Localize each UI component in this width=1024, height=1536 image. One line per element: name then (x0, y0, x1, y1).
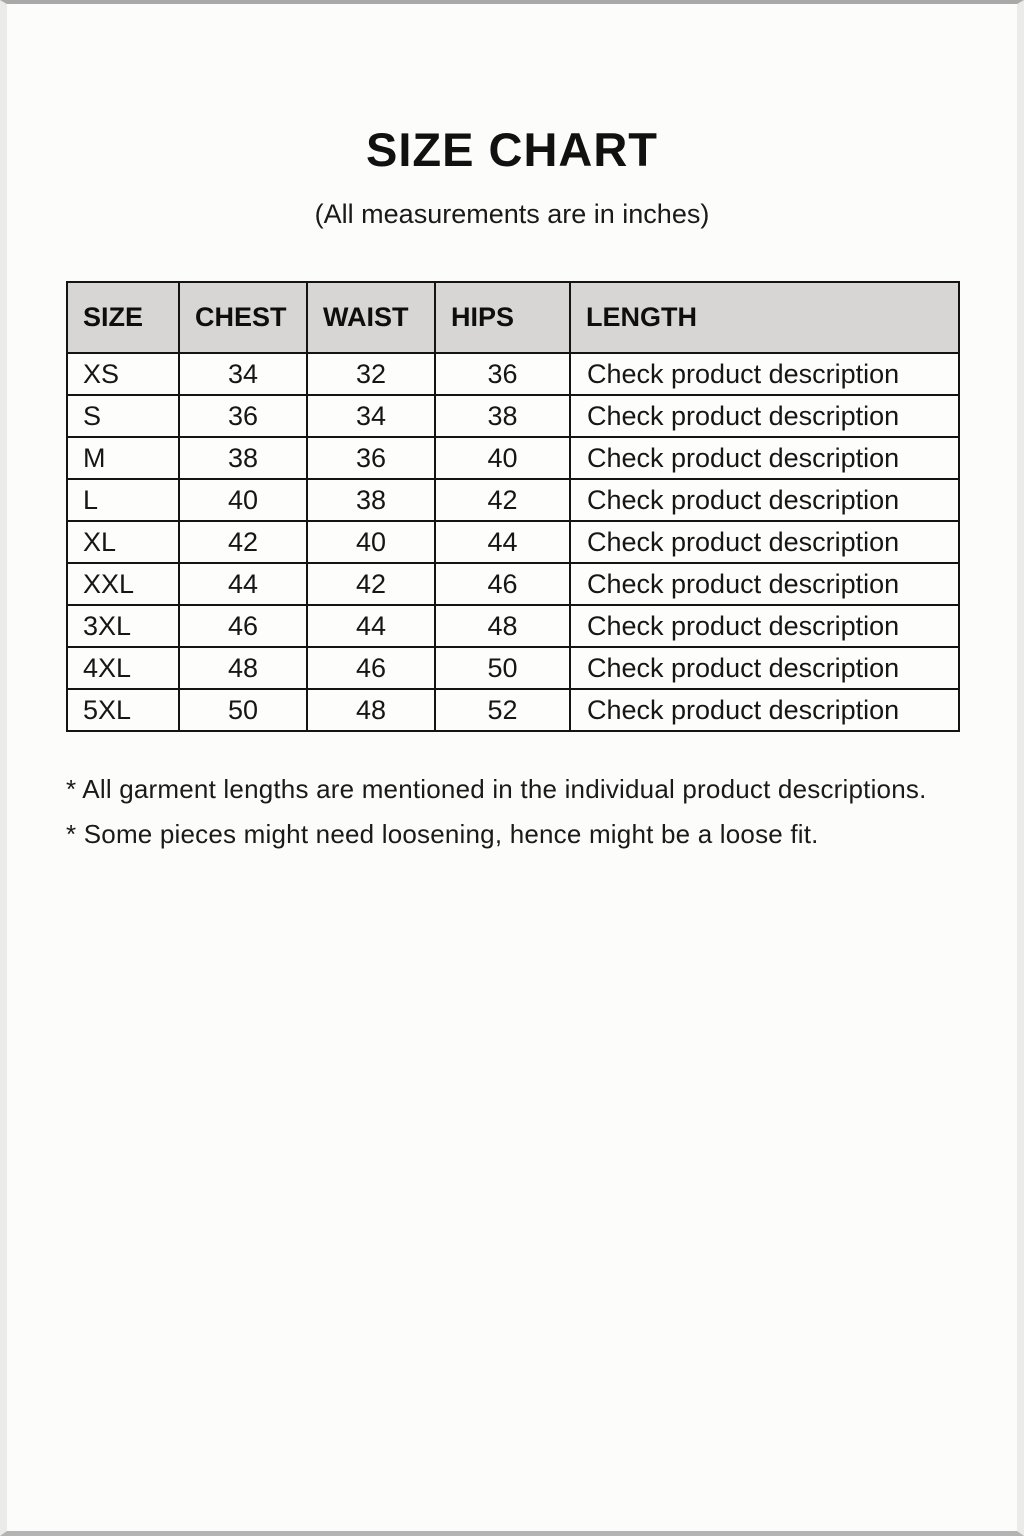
cell-chest: 50 (179, 689, 307, 731)
header-hips: HIPS (435, 282, 570, 353)
cell-waist: 46 (307, 647, 435, 689)
table-row (67, 563, 959, 605)
cell-length: Check product description (570, 437, 959, 479)
footnotes (66, 774, 1017, 850)
table-row (67, 521, 959, 563)
table-row (67, 605, 959, 647)
cell-length: Check product description (570, 563, 959, 605)
cell-size: L (67, 479, 179, 521)
table-row (67, 395, 959, 437)
cell-waist: 38 (307, 479, 435, 521)
cell-size: S (67, 395, 179, 437)
footnote-loose-fit: * Some pieces might need loosening, hence might be a loose fit. (66, 819, 819, 849)
table-row (67, 689, 959, 731)
cell-waist: 36 (307, 437, 435, 479)
cell-chest: 48 (179, 647, 307, 689)
cell-length: Check product description (570, 353, 959, 395)
table-row (67, 353, 959, 395)
footnote-garment-lengths: * All garment lengths are mentioned in the individual product descriptions. (66, 774, 927, 804)
table-row (67, 647, 959, 689)
cell-chest: 44 (179, 563, 307, 605)
cell-length: Check product description (570, 689, 959, 731)
cell-chest: 38 (179, 437, 307, 479)
cell-waist: 48 (307, 689, 435, 731)
cell-size: 5XL (67, 689, 179, 731)
cell-size: 4XL (67, 647, 179, 689)
cell-length: Check product description (570, 521, 959, 563)
table-row (67, 437, 959, 479)
cell-hips: 42 (435, 479, 570, 521)
page-subtitle: (All measurements are in inches) (314, 199, 710, 229)
cell-size: M (67, 437, 179, 479)
cell-size: XXL (67, 563, 179, 605)
cell-hips: 46 (435, 563, 570, 605)
header-waist: WAIST (307, 282, 435, 353)
cell-length: Check product description (570, 647, 959, 689)
cell-length: Check product description (570, 395, 959, 437)
cell-chest: 40 (179, 479, 307, 521)
cell-hips: 50 (435, 647, 570, 689)
cell-hips: 44 (435, 521, 570, 563)
cell-size: 3XL (67, 605, 179, 647)
cell-length: Check product description (570, 605, 959, 647)
cell-waist: 40 (307, 521, 435, 563)
cell-chest: 42 (179, 521, 307, 563)
cell-waist: 34 (307, 395, 435, 437)
cell-size: XL (67, 521, 179, 563)
header-chest: CHEST (179, 282, 307, 353)
cell-chest: 36 (179, 395, 307, 437)
cell-waist: 42 (307, 563, 435, 605)
cell-hips: 38 (435, 395, 570, 437)
cell-hips: 48 (435, 605, 570, 647)
cell-chest: 46 (179, 605, 307, 647)
cell-waist: 32 (307, 353, 435, 395)
cell-hips: 36 (435, 353, 570, 395)
cell-waist: 44 (307, 605, 435, 647)
header-size: SIZE (67, 282, 179, 353)
cell-length: Check product description (570, 479, 959, 521)
page-title: SIZE CHART (366, 123, 658, 176)
cell-hips: 52 (435, 689, 570, 731)
header-length: LENGTH (570, 282, 959, 353)
cell-size: XS (67, 353, 179, 395)
table-header-row (67, 282, 959, 353)
size-chart-table (66, 281, 960, 732)
cell-hips: 40 (435, 437, 570, 479)
cell-chest: 34 (179, 353, 307, 395)
table-row (67, 479, 959, 521)
